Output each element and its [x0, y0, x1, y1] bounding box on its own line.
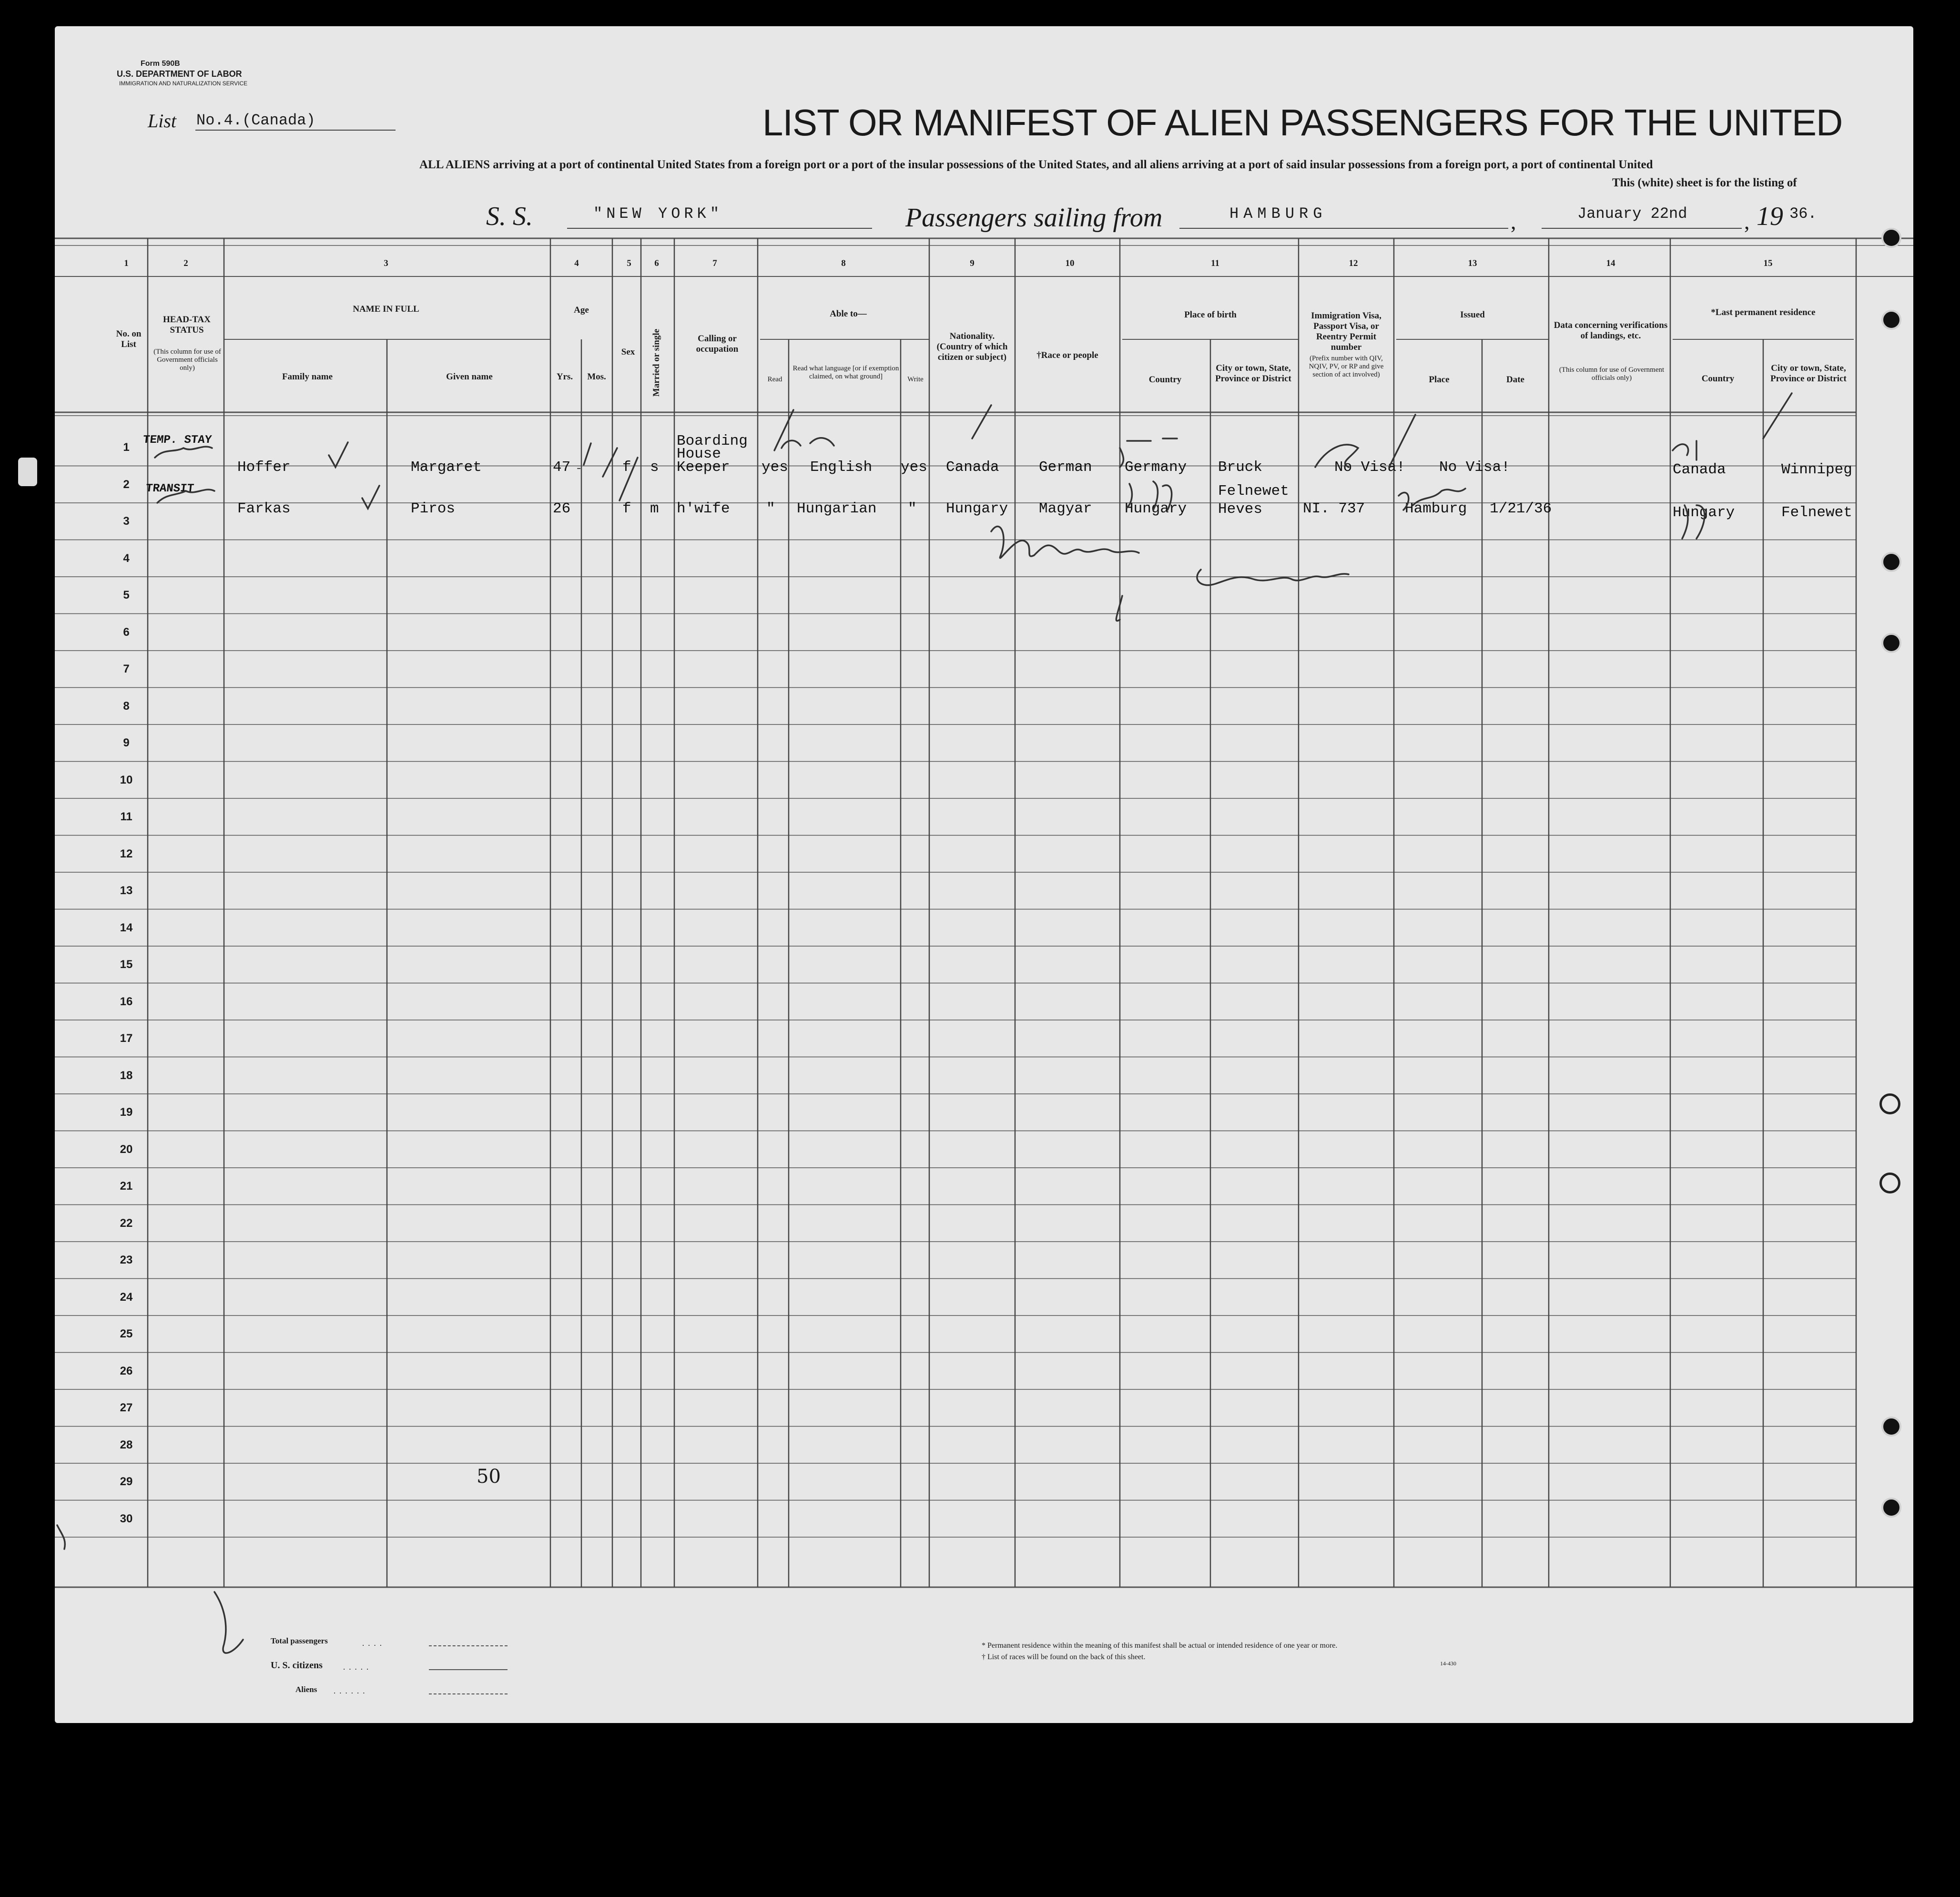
col-num-2: 2 — [183, 258, 188, 268]
col-num-8: 8 — [841, 258, 846, 268]
header-data-concerning: Data concerning verifications of landings, etc. — [1554, 320, 1668, 341]
row-number: 29 — [120, 1475, 133, 1488]
page-title: LIST OR MANIFEST OF ALIEN PASSENGERS FOR THE UNITED — [762, 102, 1843, 143]
intro-line-1: ALL ALIENS arriving at a port of continental United States from a foreign port or a port of the insular possessions of the United States, and all aliens arriving at a port of said insular possessions from a foreign port, a port of continental United — [419, 158, 1653, 171]
header-visa: Immigration Visa, Passport Visa, or Reentry Permit number — [1311, 311, 1381, 352]
row-number: 17 — [120, 1032, 133, 1045]
header-nationality: Nationality. (Country of which citizen or subject) — [936, 331, 1008, 362]
row2-married: m — [650, 500, 659, 517]
header-race: †Race or people — [1036, 350, 1098, 360]
row1-language: English — [810, 459, 873, 476]
row-number: 20 — [120, 1142, 133, 1156]
row-number: 14 — [120, 921, 133, 934]
row2-visa: NI. 737 — [1303, 500, 1365, 517]
svg-text:-: - — [577, 461, 581, 475]
sailing-date: January 22nd — [1577, 205, 1687, 223]
header-married: Married or single — [651, 328, 661, 397]
header-res-city: City or town, State, Province or District — [1770, 363, 1847, 384]
row-number: 1 — [123, 441, 130, 454]
row1-family-name: Hoffer — [237, 459, 291, 476]
row2-nationality: Hungary — [946, 500, 1008, 517]
header-age: Age — [574, 305, 589, 315]
header-sex: Sex — [621, 347, 635, 357]
binder-hole-filled-icon — [1881, 228, 1901, 248]
row-number: 6 — [123, 625, 130, 639]
row1-age-years: 47 — [553, 459, 571, 476]
binder-hole-filled-icon — [1881, 633, 1901, 653]
header-read: Read — [767, 376, 782, 383]
total-passengers-field — [429, 1645, 508, 1646]
department-label: U.S. DEPARTMENT OF LABOR — [117, 69, 242, 79]
row-number: 16 — [120, 995, 133, 1008]
row-number: 19 — [120, 1106, 133, 1119]
row2-head-tax: TRANSIT — [145, 482, 195, 495]
footnote-code: 14-430 — [1440, 1660, 1456, 1667]
row-number: 30 — [120, 1512, 133, 1525]
col-num-4: 4 — [574, 258, 579, 268]
col-num-1: 1 — [124, 258, 129, 268]
header-head-tax: HEAD-TAX STATUS — [163, 315, 211, 335]
header-issued-place: Place — [1429, 375, 1450, 385]
binder-hole-filled-icon — [1881, 1498, 1901, 1518]
row-number: 23 — [120, 1254, 133, 1266]
sailing-label: Passengers sailing from — [905, 203, 1163, 233]
header-place-of-birth: Place of birth — [1184, 310, 1237, 320]
row1-given-name: Margaret — [411, 459, 482, 476]
header-write: Write — [907, 376, 924, 383]
row-number: 18 — [120, 1069, 133, 1082]
row-number: 5 — [123, 589, 130, 602]
row-number: 7 — [123, 663, 130, 675]
row2-read: " — [766, 500, 775, 517]
row1-birth-city: Bruck — [1218, 459, 1263, 476]
aliens-label: Aliens — [295, 1685, 317, 1694]
header-given-name: Given name — [446, 372, 493, 382]
footnote-races: † List of races will be found on the back of this sheet. — [982, 1653, 1146, 1661]
row2-issued-date: 1/21/36 — [1490, 500, 1552, 517]
col-num-10: 10 — [1065, 258, 1075, 268]
header-issued-date: Date — [1506, 375, 1524, 385]
header-read-language: Read what language [or if exemption claimed, on what ground] — [792, 365, 899, 380]
row1-occupation-3: Keeper — [677, 459, 730, 476]
row2-issued-place: Hamburg — [1405, 500, 1467, 517]
row2-given-name: Piros — [411, 500, 456, 517]
row1-res-city: Winnipeg — [1781, 461, 1852, 478]
row1-occupation-2: House — [677, 446, 721, 462]
row2-birth-city: Felnewet Heves — [1218, 483, 1289, 518]
row-number: 4 — [123, 551, 130, 565]
paper-clip — [18, 458, 37, 486]
footnote-permanent: * Permanent residence within the meaning of this manifest shall be actual or intended residence of one year or more. — [982, 1642, 1338, 1650]
row-number: 25 — [120, 1327, 133, 1340]
row2-res-city: Felnewet — [1781, 504, 1852, 521]
row-number: 12 — [120, 847, 133, 860]
row-number: 24 — [120, 1290, 133, 1304]
row-number: 15 — [120, 958, 133, 971]
col-num-11: 11 — [1211, 258, 1219, 268]
header-able-to: Able to— — [830, 309, 867, 319]
row-number: 11 — [120, 810, 132, 823]
us-citizens-field — [429, 1669, 508, 1670]
header-issued: Issued — [1460, 310, 1485, 320]
binder-hole-open-icon — [1879, 1093, 1900, 1114]
aliens-field — [429, 1693, 508, 1694]
row1-race: German — [1039, 459, 1092, 476]
header-birth-city: City or town, State, Province or District — [1215, 363, 1291, 384]
year-prefix: 19 — [1757, 202, 1783, 231]
row2-language: Hungarian — [797, 500, 877, 517]
list-label: List — [148, 110, 177, 132]
binder-hole-open-icon — [1879, 1173, 1900, 1193]
row1-write: yes — [901, 459, 927, 476]
row2-write: " — [908, 500, 917, 517]
col-num-12: 12 — [1349, 258, 1358, 268]
row-number: 13 — [120, 884, 133, 897]
row-number: 22 — [120, 1216, 133, 1230]
ship-name: "NEW YORK" — [593, 205, 723, 223]
header-yrs: Yrs. — [556, 372, 573, 382]
row1-res-country: Canada — [1673, 461, 1726, 478]
list-value: No.4.(Canada) — [196, 112, 315, 129]
row-number: 26 — [120, 1364, 133, 1377]
header-head-tax-note: (This column for use of Government officials only) — [153, 348, 221, 372]
row1-read: yes — [762, 459, 788, 476]
row1-nationality: Canada — [946, 459, 999, 476]
row2-age-years: 26 — [553, 500, 571, 517]
header-last-residence: *Last permanent residence — [1711, 307, 1816, 317]
col-num-5: 5 — [627, 258, 631, 268]
row-number: 8 — [123, 699, 130, 713]
row-number: 2 — [123, 478, 130, 491]
col-num-6: 6 — [654, 258, 659, 268]
port-name: HAMBURG — [1229, 205, 1327, 223]
row2-family-name: Farkas — [237, 500, 291, 517]
binder-hole-filled-icon — [1881, 310, 1901, 330]
row-number: 28 — [120, 1438, 133, 1451]
header-visa-note: (Prefix number with QIV, NQIV, PV, or RP and give section of act involved) — [1309, 355, 1384, 378]
row1-head-tax: TEMP. STAY — [142, 434, 213, 447]
stamp-number: 50 — [477, 1466, 501, 1488]
year-suffix: 36. — [1789, 205, 1817, 223]
row1-married: s — [650, 459, 659, 476]
form-number: Form 590B — [141, 60, 180, 68]
row2-birth-country: Hungary — [1125, 500, 1187, 517]
row-number: 3 — [123, 515, 130, 528]
us-citizens-label: U. S. citizens — [271, 1660, 323, 1671]
row2-occupation: h'wife — [677, 500, 730, 517]
row-number: 9 — [123, 736, 130, 749]
col-num-15: 15 — [1763, 258, 1773, 268]
row-number: 10 — [120, 773, 133, 786]
header-no-on-list: No. on List — [116, 329, 142, 349]
row-number: 21 — [120, 1180, 133, 1193]
intro-line-2: This (white) sheet is for the listing of — [1612, 176, 1797, 189]
header-mos: Mos. — [587, 372, 606, 382]
col-num-9: 9 — [970, 258, 975, 268]
service-label: IMMIGRATION AND NATURALIZATION SERVICE — [119, 80, 248, 87]
row1-birth-country: Germany — [1125, 459, 1187, 476]
col-num-3: 3 — [384, 258, 388, 268]
header-family-name: Family name — [282, 372, 333, 382]
binder-hole-filled-icon — [1881, 552, 1901, 572]
header-res-country: Country — [1701, 374, 1735, 384]
row2-res-country: Hungary — [1673, 504, 1735, 521]
header-birth-country: Country — [1148, 375, 1182, 385]
binder-hole-filled-icon — [1881, 1417, 1901, 1437]
header-calling: Calling or occupation — [696, 334, 739, 354]
ss-label: S. S. — [486, 202, 533, 231]
col-num-13: 13 — [1468, 258, 1477, 268]
row1-issued-place: No Visa! — [1439, 459, 1510, 476]
col-num-14: 14 — [1606, 258, 1615, 268]
header-data-note: (This column for use of Government officials only) — [1559, 366, 1665, 382]
row-number: 27 — [120, 1401, 133, 1414]
row1-occupation-1: Boarding — [677, 433, 748, 449]
col-num-7: 7 — [712, 258, 717, 268]
total-passengers-label: Total passengers — [271, 1636, 328, 1645]
row1-sex: f — [622, 459, 631, 476]
row1-visa: No Visa! — [1334, 459, 1405, 476]
row2-race: Magyar — [1039, 500, 1092, 517]
row2-sex: f — [622, 500, 631, 517]
header-name-in-full: NAME IN FULL — [353, 304, 419, 314]
